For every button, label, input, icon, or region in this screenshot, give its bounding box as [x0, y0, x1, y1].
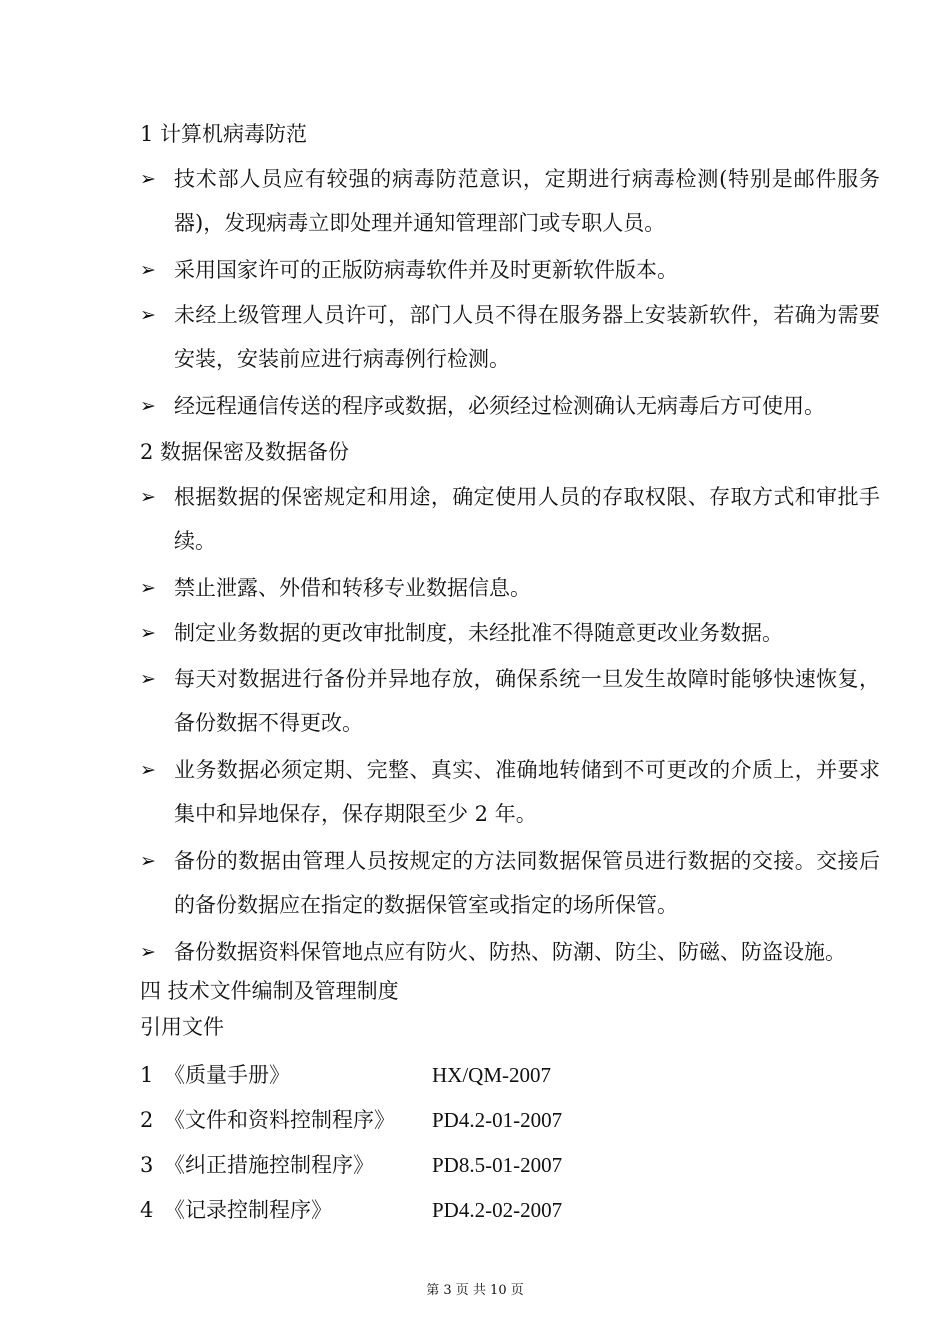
- arrow-bullet-icon: ➢: [140, 759, 156, 781]
- bullet-text: 未经上级管理人员许可，部门人员不得在服务器上安装新软件，若确为需要安装，安装前应进行病毒例行检测。: [174, 303, 880, 371]
- arrow-bullet-icon: ➢: [140, 850, 156, 872]
- arrow-bullet-icon: ➢: [140, 259, 156, 281]
- list-item: [140, 293, 880, 381]
- reference-name: 《纠正措施控制程序》: [164, 1153, 374, 1177]
- list-item: [140, 384, 880, 428]
- bullet-text: 经远程通信传送的程序或数据，必须经过检测确认无病毒后方可使用。: [174, 394, 825, 418]
- bullet-text: 禁止泄露、外借和转移专业数据信息。: [174, 576, 531, 600]
- arrow-bullet-icon: ➢: [140, 941, 156, 963]
- reference-number: 1: [140, 1063, 154, 1087]
- section-heading-data-backup: 2 数据保密及数据备份: [140, 440, 350, 464]
- bullet-text: 备份数据资料保管地点应有防火、防热、防潮、防尘、防磁、防盗设施。: [174, 940, 846, 964]
- list-item: [140, 748, 880, 836]
- reference-row: [140, 1061, 551, 1089]
- reference-code: HX/QM-2007: [432, 1063, 551, 1087]
- bullet-text: 每天对数据进行备份并异地存放，确保系统一旦发生故障时能够快速恢复，备份数据不得更改。: [174, 667, 880, 735]
- arrow-bullet-icon: ➢: [140, 486, 156, 508]
- bullet-text: 备份的数据由管理人员按规定的方法同数据保管员进行数据的交接。交接后的备份数据应在指定的数据保管室或指定的场所保管。: [174, 849, 880, 917]
- page-footer: 第 3 页 共 10 页: [426, 1283, 524, 1298]
- bullet-text: 业务数据必须定期、完整、真实、准确地转储到不可更改的介质上，并要求集中和异地保存，保存期限至少 2 年。: [174, 758, 880, 826]
- reference-row: [140, 1106, 562, 1134]
- reference-row: [140, 1151, 562, 1179]
- list-item: [140, 157, 880, 245]
- list-item: [140, 566, 880, 610]
- section-heading-virus-prevention: 1 计算机病毒防范: [140, 122, 308, 146]
- list-item: [140, 611, 880, 655]
- reference-code: PD4.2-01-2007: [432, 1108, 563, 1132]
- arrow-bullet-icon: ➢: [140, 395, 156, 417]
- list-item: [140, 475, 880, 563]
- reference-name: 《记录控制程序》: [164, 1198, 332, 1222]
- arrow-bullet-icon: ➢: [140, 668, 156, 690]
- reference-number: 4: [140, 1198, 154, 1222]
- list-item: [140, 839, 880, 927]
- reference-name: 《文件和资料控制程序》: [164, 1108, 395, 1132]
- section-heading-technical-documents: 四 技术文件编制及管理制度: [140, 979, 399, 1003]
- bullet-text: 制定业务数据的更改审批制度，未经批准不得随意更改业务数据。: [174, 621, 783, 645]
- list-item: [140, 657, 880, 745]
- reference-number: 3: [140, 1153, 154, 1177]
- bullet-text: 根据数据的保密规定和用途，确定使用人员的存取权限、存取方式和审批手续。: [174, 485, 880, 553]
- bullet-text: 采用国家许可的正版防病毒软件并及时更新软件版本。: [174, 258, 678, 282]
- reference-row: [140, 1196, 562, 1224]
- reference-number: 2: [140, 1108, 154, 1132]
- arrow-bullet-icon: ➢: [140, 304, 156, 326]
- references-title: 引用文件: [140, 1015, 224, 1039]
- list-item: [140, 930, 880, 974]
- bullet-text: 技术部人员应有较强的病毒防范意识，定期进行病毒检测(特别是邮件服务器)，发现病毒立即处理并通知管理部门或专职人员。: [174, 167, 880, 235]
- list-item: [140, 248, 880, 292]
- arrow-bullet-icon: ➢: [140, 577, 156, 599]
- reference-code: PD4.2-02-2007: [432, 1198, 563, 1222]
- arrow-bullet-icon: ➢: [140, 622, 156, 644]
- arrow-bullet-icon: ➢: [140, 168, 156, 190]
- reference-name: 《质量手册》: [164, 1063, 290, 1087]
- reference-code: PD8.5-01-2007: [432, 1153, 563, 1177]
